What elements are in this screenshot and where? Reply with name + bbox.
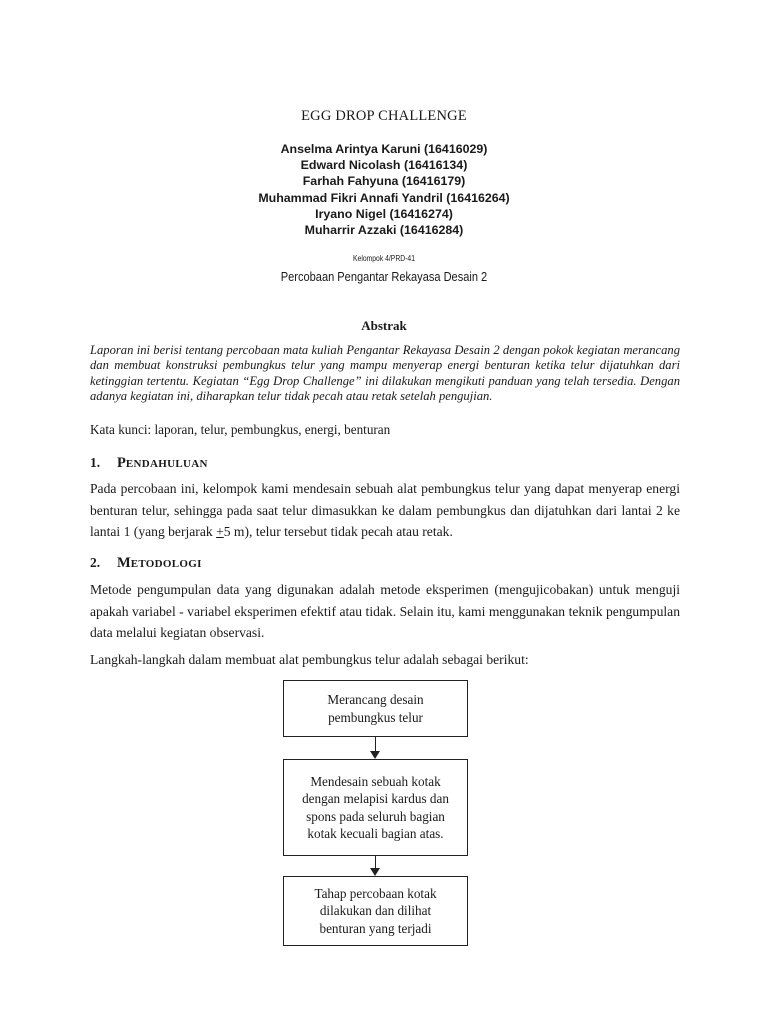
section-title-initial: M (117, 555, 131, 571)
section-title-rest: ETODOLOGI (130, 558, 202, 570)
introduction-paragraph (90, 478, 680, 543)
course-name: Percobaan Pengantar Rekayasa Desain 2 (280, 269, 488, 284)
flowchart-step-text: Mendesain sebuah kotak dengan melapisi kardus dan spons pada seluruh bagian kotak kecuali bagian atas. (302, 773, 449, 841)
author-name: Muhammad Fikri Annafi Yandril (16416264) (258, 190, 510, 205)
steps-intro-paragraph: Langkah-langkah dalam membuat alat pembungkus telur adalah sebagai berikut: (90, 652, 529, 667)
flowchart-step-text: Merancang desain pembungkus telur (327, 692, 424, 725)
keywords-line: Kata kunci: laporan, telur, pembungkus, energi, benturan (90, 422, 391, 437)
flowchart-step-1 (283, 680, 468, 737)
author-name: Muharrir Azzaki (16416284) (304, 223, 464, 238)
abstract-body: Laporan ini berisi tentang percobaan mata kuliah Pengantar Rekayasa Desain 2 dengan pokok kegiatan merancang dan membuat konstruksi pembungkus telur yang mampu menyerap energi benturan ketika telur dijatuhkan dari ketinggian tertentu. Kegiatan “Egg Drop Challenge” ini dilakukan mengikuti panduan yang telah tersedia. Dengan adanya kegiatan ini, diharapkan telur tidak pecah atau retak setelah pengujian. (90, 343, 680, 404)
author-list (0, 141, 768, 238)
paper-title: EGG DROP CHALLENGE (301, 108, 467, 124)
section-number: 2. (90, 555, 101, 570)
author-name: Iryano Nigel (16416274) (315, 206, 453, 221)
section-number: 1. (90, 455, 101, 470)
methodology-paragraph: Metode pengumpulan data yang digunakan adalah metode eksperimen (mengujicobakan) untuk menguji apakah variabel - variabel eksperimen efektif atau tidak. Selain itu, kami menggunakan teknik pengumpulan data melalui kegiatan observasi. (90, 582, 680, 640)
section-title-initial: P (117, 455, 126, 471)
group-label: Kelompok 4/PRD-41 (353, 253, 415, 263)
abstract-heading: Abstrak (361, 318, 407, 333)
flowchart-step-2 (283, 759, 468, 856)
author-name: Edward Nicolash (16416134) (300, 158, 468, 173)
intro-text-start: Pada percobaan ini, kelompok kami mendesain sebuah alat pembungkus telur yang dapat menyerap energi benturan telur, sehingga pada saat telur dimasukkan ke dalam pembungkus dan dijatuhkan dari lantai 2 ke lantai 1 (yang berjarak (90, 481, 680, 539)
flowchart-step-3 (283, 876, 468, 946)
flowchart-arrow-down-icon (369, 737, 381, 759)
section-title-rest: ENDAHULUAN (125, 458, 208, 470)
author-name: Anselma Arintya Karuni (16416029) (280, 142, 488, 156)
flowchart-arrow-down-icon (369, 856, 381, 876)
author-name: Farhah Fahyuna (16416179) (302, 174, 466, 189)
flowchart-step-text: Tahap percobaan kotak dilakukan dan dilihat benturan yang terjadi (314, 885, 437, 936)
section-heading-introduction (90, 455, 680, 472)
plus-minus-sign: + (216, 524, 224, 539)
intro-text-end: 5 m), telur tersebut tidak pecah atau retak. (223, 524, 453, 539)
section-heading-methodology (90, 555, 680, 572)
